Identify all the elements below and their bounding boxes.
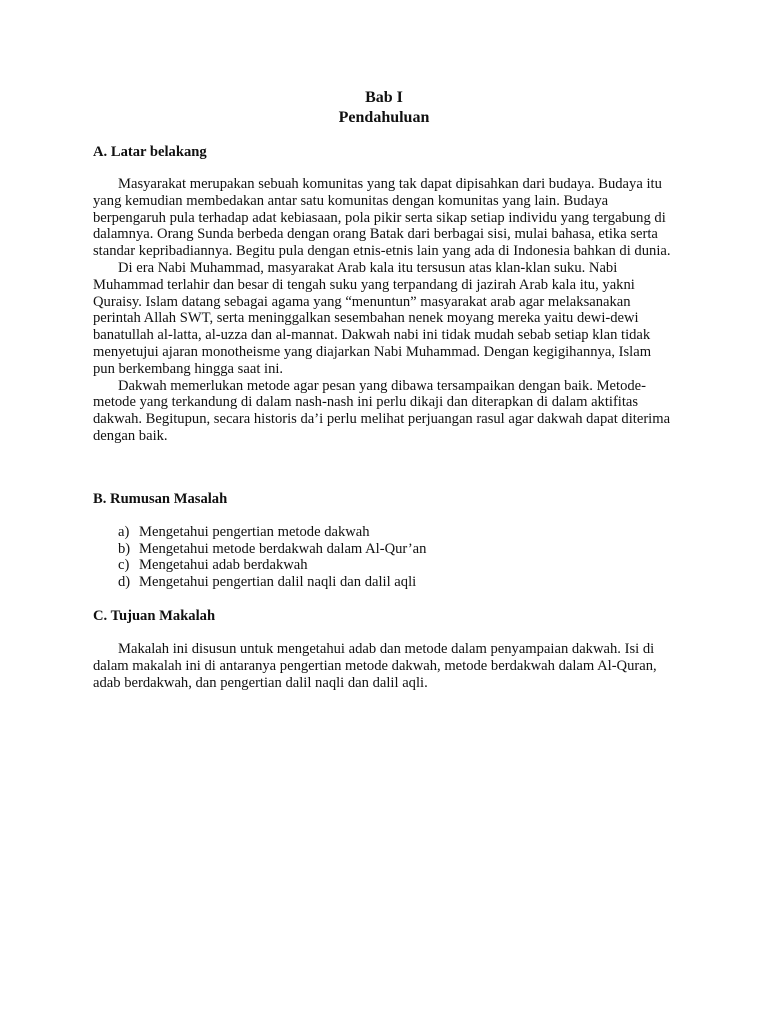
list-item-text: Mengetahui pengertian metode dakwah [139, 524, 370, 540]
section-a-body [93, 176, 676, 445]
list-marker: a) [118, 524, 130, 540]
problem-list [118, 524, 426, 590]
list-item-text: Mengetahui pengertian dalil naqli dan dalil aqli [139, 573, 417, 590]
list-item-text: Mengetahui adab berdakwah [139, 557, 308, 573]
list-item [118, 574, 426, 591]
paragraph: Di era Nabi Muhammad, masyarakat Arab kala itu tersusun atas klan-klan suku. Nabi Muhammad terlahir dan besar di tengah suku yang terpandang di jazirah Arab kala itu, yakni Quraisy. Islam datang sebagai agama yang “menuntun” masyarakat arab agar melaksanakan perintah Allah SWT, serta meninggalkan sesembahan nenek moyang mereka yaitu dewi-dewi banatullah al-latta, al-uzza dan al-mannat. Dakwah nabi ini tidak mudah sebab setiap klan tidak menyetujui ajaran monotheisme yang diajarkan Nabi Muhammad. Dengan kegigihannya, Islam pun berkembang hingga saat ini. [93, 259, 652, 377]
paragraph: Masyarakat merupakan sebuah komunitas yang tak dapat dipisahkan dari budaya. Budaya itu yang kemudian membedakan antar satu komunitas dengan komunitas yang lain. Budaya berpengaruh pula terhadap adat kebiasaan, pola pikir serta sikap setiap individu yang tergabung di dalamnya. Orang Sunda berbeda dengan orang Batak dari berbagai sisi, mulai bahasa, etika serta standar kepribadiannya. Begitu pula dengan etnis-etnis lain yang ada di Indonesia bahkan di dunia. [93, 176, 671, 260]
paragraph: Makalah ini disusun untuk mengetahui adab dan metode dalam penyampaian dakwah. Isi di dalam makalah ini di antaranya pengertian metode dakwah, metode berdakwah dalam Al-Quran, adab berdakwah, dan pengertian dalil naqli dan dalil aqli. [93, 641, 657, 691]
list-marker: d) [118, 573, 131, 590]
list-item [118, 541, 426, 558]
section-a-heading: A. Latar belakang [93, 144, 207, 160]
section-b-heading: B. Rumusan Masalah [93, 491, 228, 507]
section-c-heading: C. Tujuan Makalah [93, 608, 216, 624]
paragraph: Dakwah memerlukan metode agar pesan yang dibawa tersampaikan dengan baik. Metode-metode yang terkandung di dalam nash-nash ini perlu dikaji dan diterapkan di dalam aktifitas dakwah. Begitupun, secara historis da’i perlu melihat perjuangan rasul agar dakwah dapat diterima dengan baik. [93, 377, 671, 444]
list-item [118, 524, 426, 541]
list-marker: c) [118, 557, 130, 573]
list-item-text: Mengetahui metode berdakwah dalam Al-Qur’an [139, 540, 427, 557]
chapter-number: Bab I [365, 89, 403, 106]
list-item [118, 557, 426, 574]
chapter-title: Pendahuluan [338, 109, 430, 126]
section-c-body [93, 641, 676, 691]
list-marker: b) [118, 540, 131, 557]
